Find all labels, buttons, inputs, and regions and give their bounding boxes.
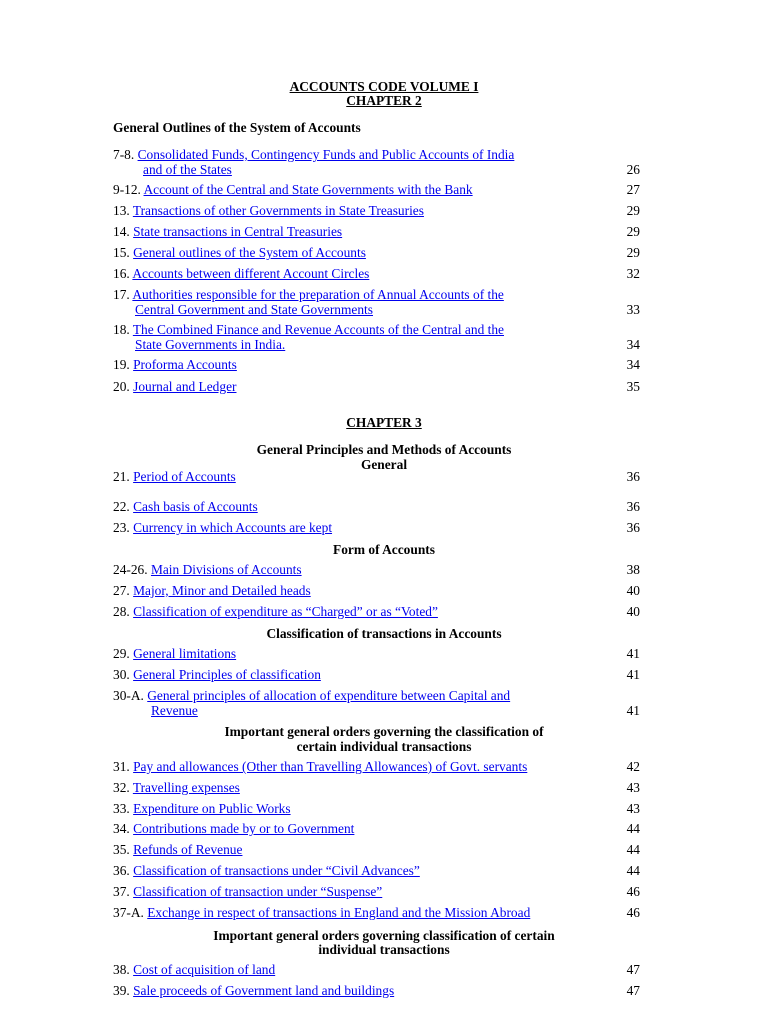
toc-entry[interactable] [113,245,640,261]
entry-page: 46 [626,884,640,899]
entry-number: 16. [113,266,130,281]
toc-entry[interactable] [113,801,640,817]
toc-entry[interactable] [113,499,640,515]
entry-page: 38 [626,562,640,577]
entry-number: 15. [113,245,130,260]
toc-entry[interactable] [113,604,640,620]
entry-number: 29. [113,646,130,661]
entry-page: 43 [626,780,640,795]
entry-number: 31. [113,759,130,774]
entry-link[interactable]: Expenditure on Public Works [133,801,291,816]
chapter-3-heading: General Principles and Methods of Accounts [256,442,512,457]
toc-entry[interactable] [113,224,640,240]
toc-entry[interactable] [113,322,640,352]
entry-link[interactable]: Pay and allowances (Other than Travelling Allowances) of Govt. servants [133,759,528,774]
chapter-2-subtitle: General Outlines of the System of Accounts [113,120,361,135]
entry-link[interactable]: Exchange in respect of transactions in England and the Mission Abroad [147,905,531,920]
entry-link[interactable]: Transactions of other Governments in State Treasuries [132,203,424,218]
toc-entry[interactable] [113,469,640,485]
entry-page: 29 [626,245,640,260]
entry-number: 20. [113,379,130,394]
entry-link[interactable]: The Combined Finance and Revenue Accounts of the Central and the [132,322,504,337]
entry-page: 33 [626,301,640,317]
entry-number: 32. [113,780,130,795]
toc-entry[interactable] [113,583,640,599]
entry-number: 14. [113,224,130,239]
document-title: ACCOUNTS CODE VOLUME I [289,79,479,94]
entry-number: 36. [113,863,130,878]
entry-link-continued[interactable]: Central Government and State Governments [135,301,373,317]
toc-entry[interactable] [113,520,640,536]
toc-entry[interactable] [113,182,640,198]
entry-number: 37. [113,884,130,899]
entry-link[interactable]: Period of Accounts [133,469,236,484]
entry-page: 36 [626,499,640,514]
entry-number: 34. [113,821,130,836]
toc-entry[interactable] [113,983,640,999]
entry-page: 47 [626,983,640,998]
entry-link[interactable]: State transactions in Central Treasuries [133,224,343,239]
entry-link[interactable]: General Principles of classification [133,667,321,682]
entry-number: 24-26. [113,562,148,577]
entry-page: 36 [626,469,640,484]
chapter-2-title: CHAPTER 2 [346,93,422,108]
chapter-3-title: CHAPTER 3 [346,415,422,430]
entry-page: 41 [626,667,640,682]
entry-number: 21. [113,469,130,484]
entry-page: 44 [626,842,640,857]
entry-link[interactable]: Consolidated Funds, Contingency Funds and Public Accounts of India [137,147,515,162]
entry-link[interactable]: Major, Minor and Detailed heads [133,583,311,598]
entry-page: 34 [626,336,640,352]
entry-link[interactable]: Cost of acquisition of land [133,962,276,977]
entry-number: 38. [113,962,130,977]
entry-page: 29 [626,203,640,218]
entry-page: 29 [626,224,640,239]
entry-number: 28. [113,604,130,619]
entry-page: 40 [626,583,640,598]
entry-link-continued[interactable]: and of the States [143,161,232,177]
entry-link[interactable]: Classification of transactions under “Civil Advances” [133,863,420,878]
entry-number: 19. [113,357,130,372]
entry-link[interactable]: Authorities responsible for the preparation of Annual Accounts of the [132,287,504,302]
toc-entry[interactable] [113,863,640,879]
toc-entry[interactable] [113,962,640,978]
entry-link[interactable]: Journal and Ledger [133,379,237,394]
entry-link[interactable]: General outlines of the System of Accounts [133,245,366,260]
toc-entry[interactable] [113,562,640,578]
entry-link[interactable]: Classification of transaction under “Suspense” [133,884,383,899]
entry-page: 41 [626,646,640,661]
section-heading-classification: Classification of transactions in Accounts [266,626,502,641]
entry-page: 43 [626,801,640,816]
toc-entry[interactable] [113,379,640,395]
entry-link[interactable]: Currency in which Accounts are kept [133,520,333,535]
entry-number: 37-A. [113,905,144,920]
entry-page: 40 [626,604,640,619]
entry-link[interactable]: Travelling expenses [132,780,240,795]
toc-entry[interactable] [113,266,640,282]
entry-number: 9-12. [113,182,141,197]
section-heading-orders: Important general orders governing the classification of [224,724,544,739]
toc-entry[interactable] [113,821,640,837]
toc-entry[interactable] [113,759,640,775]
entry-page: 42 [626,759,640,774]
toc-entry[interactable] [113,646,640,662]
entry-page: 34 [626,357,640,372]
entry-number: 33. [113,801,130,816]
entry-link-continued[interactable]: State Governments in India. [135,336,286,352]
entry-link-continued[interactable]: Revenue [151,702,198,718]
entry-link[interactable]: Contributions made by or to Government [133,821,355,836]
entry-number: 35. [113,842,130,857]
section-heading-orders2-cont: individual transactions [318,942,450,957]
entry-number: 39. [113,983,130,998]
entry-page: 47 [626,962,640,977]
entry-page: 46 [626,905,640,920]
section-heading-general: General [360,457,408,472]
toc-entry[interactable] [113,905,640,921]
toc-entry[interactable] [113,287,640,317]
toc-entry[interactable] [113,688,640,718]
entry-page: 36 [626,520,640,535]
entry-link[interactable]: Main Divisions of Accounts [150,562,302,577]
entry-page: 35 [626,379,640,394]
entry-number: 22. [113,499,130,514]
entry-number: 13. [113,203,130,218]
entry-number: 27. [113,583,130,598]
entry-link[interactable]: Refunds of Revenue [133,842,243,857]
entry-number: 18. [113,322,130,337]
entry-page: 44 [626,863,640,878]
entry-page: 32 [626,266,640,281]
entry-number: 23. [113,520,130,535]
entry-page: 26 [626,161,640,177]
entry-link[interactable]: Classification of expenditure as “Charged” or as “Voted” [133,604,438,619]
toc-entry[interactable] [113,357,640,373]
toc-entry[interactable] [113,842,640,858]
entry-link[interactable]: Proforma Accounts [133,357,237,372]
entry-link[interactable]: General limitations [133,646,237,661]
entry-page: 44 [626,821,640,836]
entry-number: 30-A. [113,688,144,703]
entry-link[interactable]: Account of the Central and State Governments with the Bank [143,182,473,197]
entry-number: 30. [113,667,130,682]
entry-page: 41 [626,702,640,718]
section-heading-orders-cont: certain individual transactions [296,739,472,754]
toc-entry[interactable] [113,884,640,900]
toc-entry[interactable] [113,780,640,796]
entry-link[interactable]: General principles of allocation of expenditure between Capital and [147,688,511,703]
toc-entry[interactable] [113,147,640,177]
entry-number: 7-8. [113,147,135,162]
section-heading-orders2: Important general orders governing classification of certain [213,928,555,943]
toc-entry[interactable] [113,203,640,219]
toc-entry[interactable] [113,667,640,683]
entry-link[interactable]: Sale proceeds of Government land and buildings [133,983,395,998]
entry-link[interactable]: Accounts between different Account Circles [132,266,370,281]
entry-number: 17. [113,287,130,302]
entry-link[interactable]: Cash basis of Accounts [133,499,258,514]
entry-page: 27 [626,182,640,197]
section-heading-form: Form of Accounts [333,542,435,557]
